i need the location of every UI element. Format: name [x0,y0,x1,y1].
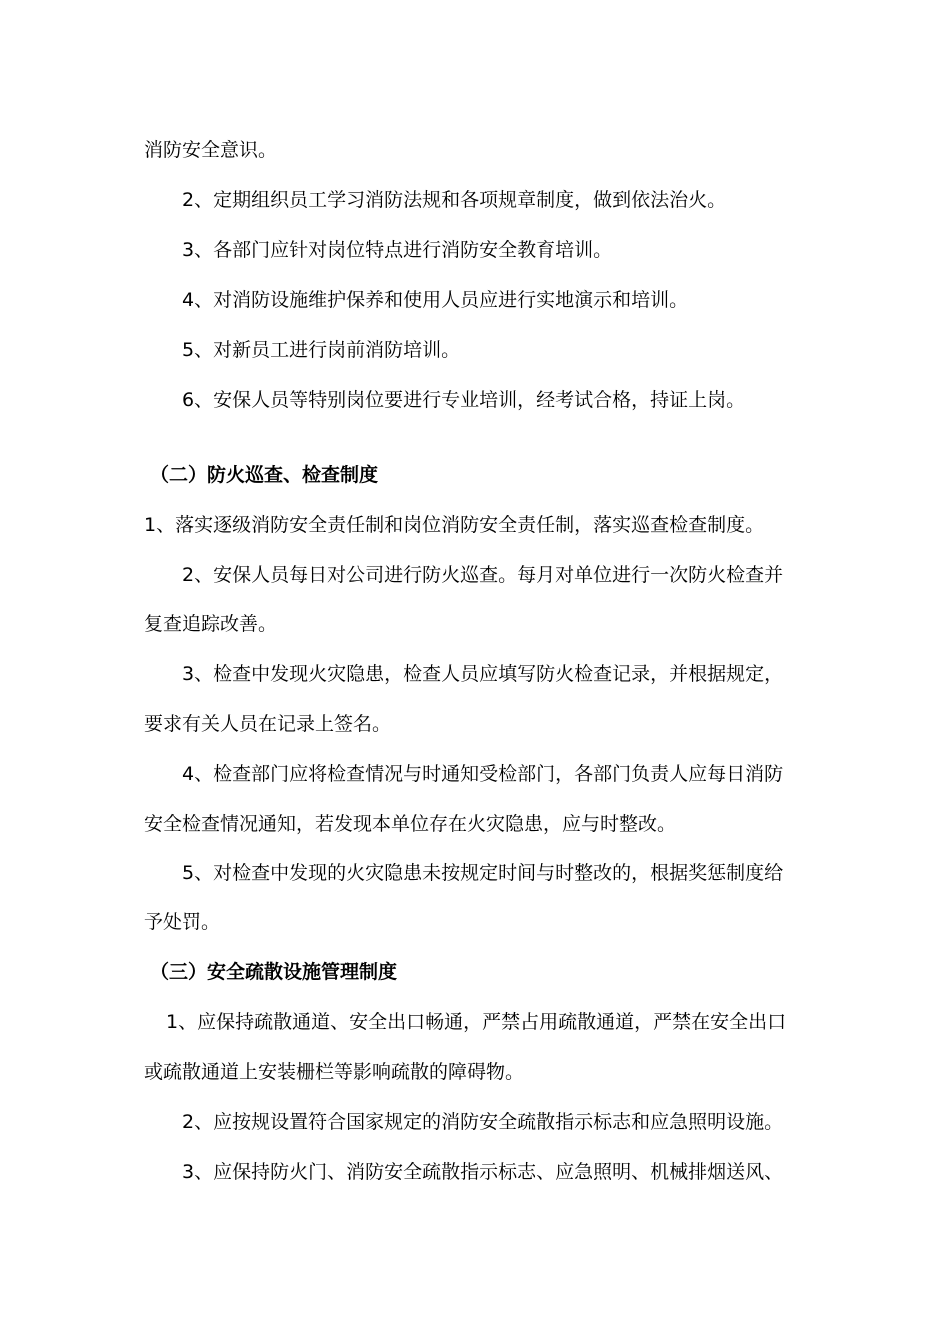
list-item-1: 1、落实逐级消防安全责任制和岗位消防安全责任制，落实巡查检查制度。 [144,514,765,536]
list-item-1: 1、应保持疏散通道、安全出口畅通，严禁占用疏散通道，严禁在安全出口 [166,1011,787,1033]
paragraph-line: 要求有关人员在记录上签名。 [144,713,392,735]
list-item-2: 2、定期组织员工学习消防法规和各项规章制度，做到依法治火。 [182,189,727,211]
paragraph-line: 消防安全意识。 [144,139,278,161]
paragraph-line: 复查追踪改善。 [144,613,278,635]
paragraph-line: 或疏散通道上安装栅栏等影响疏散的障碍物。 [144,1061,525,1083]
list-item-5: 5、对新员工进行岗前消防培训。 [182,339,461,361]
list-item-2: 2、安保人员每日对公司进行防火巡查。每月对单位进行一次防火检查并 [182,564,784,586]
paragraph-line: 予处罚。 [144,911,221,933]
list-item-6: 6、安保人员等特别岗位要进行专业培训，经考试合格，持证上岗。 [182,389,746,411]
paragraph-line: 安全检查情况通知，若发现本单位存在火灾隐患，应与时整改。 [144,813,677,835]
list-item-5: 5、对检查中发现的火灾隐患未按规定时间与时整改的，根据奖惩制度给 [182,862,784,884]
list-item-3: 3、检查中发现火灾隐患，检查人员应填写防火检查记录，并根据规定， [182,663,784,685]
section-heading-3: （三）安全疏散设施管理制度 [150,961,398,983]
list-item-4: 4、检查部门应将检查情况与时通知受检部门，各部门负责人应每日消防 [182,763,784,785]
list-item-2: 2、应按规设置符合国家规定的消防安全疏散指示标志和应急照明设施。 [182,1111,784,1133]
section-heading-2: （二）防火巡查、检查制度 [150,464,379,486]
list-item-3: 3、应保持防火门、消防安全疏散指示标志、应急照明、机械排烟送风、 [182,1161,784,1183]
list-item-3: 3、各部门应针对岗位特点进行消防安全教育培训。 [182,239,613,261]
list-item-4: 4、对消防设施维护保养和使用人员应进行实地演示和培训。 [182,289,689,311]
